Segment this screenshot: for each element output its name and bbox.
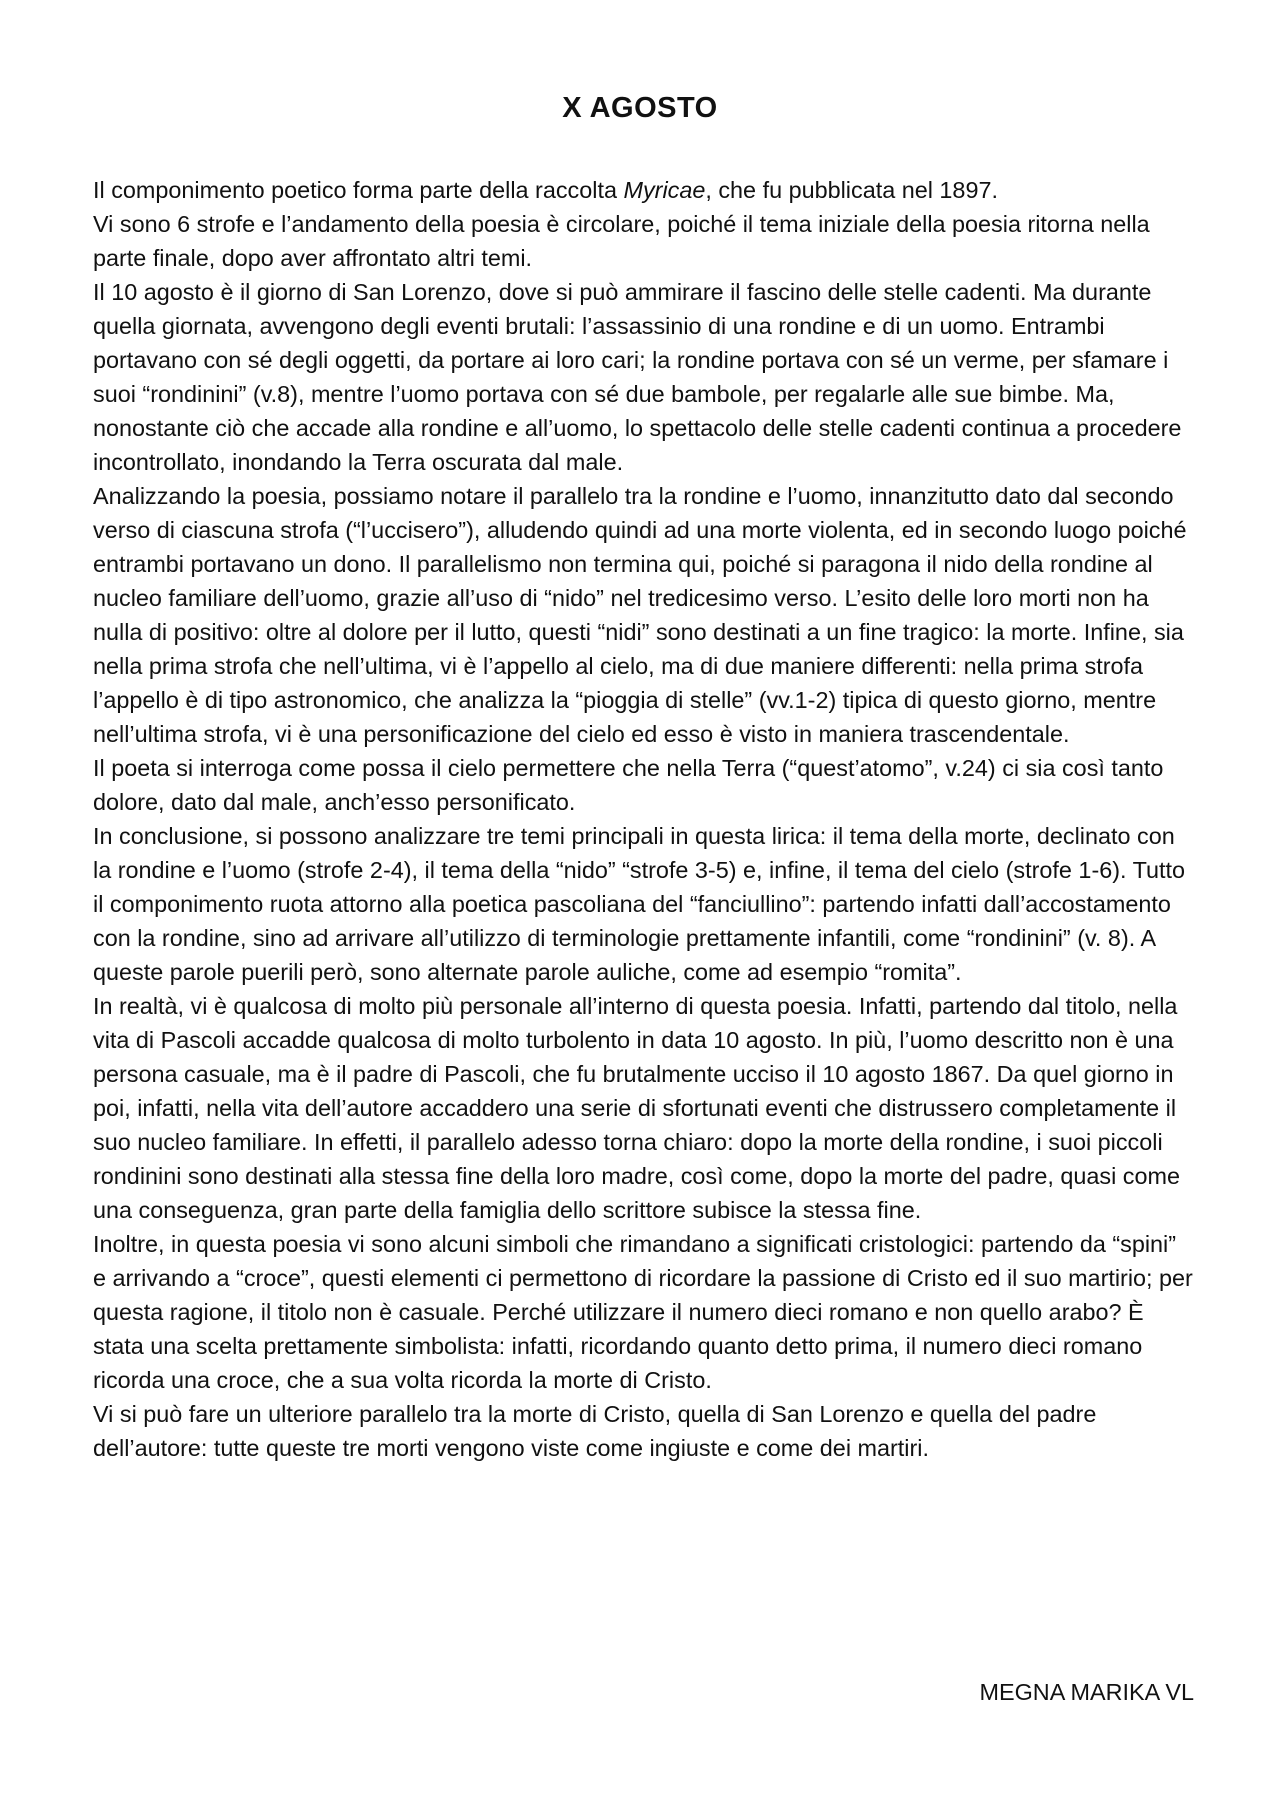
document-body [93, 173, 1193, 1465]
paragraph-9: Vi si può fare un ulteriore parallelo tra la morte di Cristo, quella di San Lorenzo e quella del padre dell’autore: tutte queste tre morti vengono viste come ingiuste e come dei martiri. [93, 1401, 1097, 1461]
paragraph-1-text-b: , che fu pubblicata nel 1897. [705, 177, 998, 203]
paragraph-6: In conclusione, si possono analizzare tre temi principali in questa lirica: il tema della morte, declinato con la rondine e l’uomo (strofe 2-4), il tema della “nido” “strofe 3-5) e, infine, il tema del cielo (strofe 1-6). Tutto il componimento ruota attorno alla poetica pascoliana del “fanciullino”: partendo infatti dall’accostamento con la rondine, sino ad arrivare all’utilizzo di terminologie prettamente infantili, come “rondinini” (v. 8). A queste parole puerili però, sono alternate parole auliche, come ad esempio “romita”. [93, 823, 1186, 985]
paragraph-8: Inoltre, in questa poesia vi sono alcuni simboli che rimandano a significati cristologici: partendo da “spini” e arrivando a “croce”, questi elementi ci permettono di ricordare la passione di Cristo ed il suo martirio; per questa ragione, il titolo non è casuale. Perché utilizzare il numero dieci romano e non quello arabo? È stata una scelta prettamente simbolista: infatti, ricordando quanto detto prima, il numero dieci romano ricorda una croce, che a sua volta ricorda la morte di Cristo. [93, 1231, 1193, 1393]
paragraph-5: Il poeta si interroga come possa il cielo permettere che nella Terra (“quest’atomo”, v.24) ci sia così tanto dolore, dato dal male, anch’esso personificato. [93, 755, 1164, 815]
paragraph-3: Il 10 agosto è il giorno di San Lorenzo, dove si può ammirare il fascino delle stelle cadenti. Ma durante quella giornata, avvengono degli eventi brutali: l’assassinio di una rondine e di un uomo. Entrambi portavano con sé degli oggetti, da portare ai loro cari; la rondine portava con sé un verme, per sfamare i suoi “rondinini” (v.8), mentre l’uomo portava con sé due bambole, per regalarle alle sue bimbe. Ma, nonostante ciò che accade alla rondine e all’uomo, lo spettacolo delle stelle cadenti continua a procedere incontrollato, inondando la Terra oscurata dal male. [93, 279, 1182, 475]
paragraph-7: In realtà, vi è qualcosa di molto più personale all’interno di questa poesia. Infatti, partendo dal titolo, nella vita di Pascoli accadde qualcosa di molto turbolento in data 10 agosto. In più, l’uomo descritto non è una persona casuale, ma è il padre di Pascoli, che fu brutalmente ucciso il 10 agosto 1867. Da quel giorno in poi, infatti, nella vita dell’autore accaddero una serie di sfortunati eventi che distrussero completamente il suo nucleo familiare. In effetti, il parallelo adesso torna chiaro: dopo la morte della rondine, i suoi piccoli rondinini sono destinati alla stessa fine della loro madre, così come, dopo la morte del padre, quasi come una conseguenza, gran parte della famiglia dello scrittore subisce la stessa fine. [93, 993, 1180, 1223]
collection-title-myricae: Myricae [623, 177, 706, 203]
paragraph-4: Analizzando la poesia, possiamo notare il parallelo tra la rondine e l’uomo, innanzitutto dato dal secondo verso di ciascuna strofa (“l’uccisero”), alludendo quindi ad una morte violenta, ed in secondo luogo poiché entrambi portavano un dono. Il parallelismo non termina qui, poiché si paragona il nido della rondine al nucleo familiare dell’uomo, grazie all’uso di “nido” nel tredicesimo verso. L’esito delle loro morti non ha nulla di positivo: oltre al dolore per il lutto, questi “nidi” sono destinati a un fine tragico: la morte. Infine, sia nella prima strofa che nell’ultima, vi è l’appello al cielo, ma di due maniere differenti: nella prima strofa l’appello è di tipo astronomico, che analizza la “pioggia di stelle” (vv.1-2) tipica di questo giorno, mentre nell’ultima strofa, vi è una personificazione del cielo ed esso è visto in maniera trascendentale. [93, 483, 1187, 747]
author-signature: MEGNA MARIKA VL [979, 1679, 1194, 1705]
paragraph-1-text-a: Il componimento poetico forma parte della raccolta [93, 177, 624, 203]
paragraph-1 [93, 173, 1193, 207]
paragraph-2: Vi sono 6 strofe e l’andamento della poesia è circolare, poiché il tema iniziale della poesia ritorna nella parte finale, dopo aver affrontato altri temi. [93, 211, 1150, 271]
document-title: X AGOSTO [562, 92, 718, 124]
